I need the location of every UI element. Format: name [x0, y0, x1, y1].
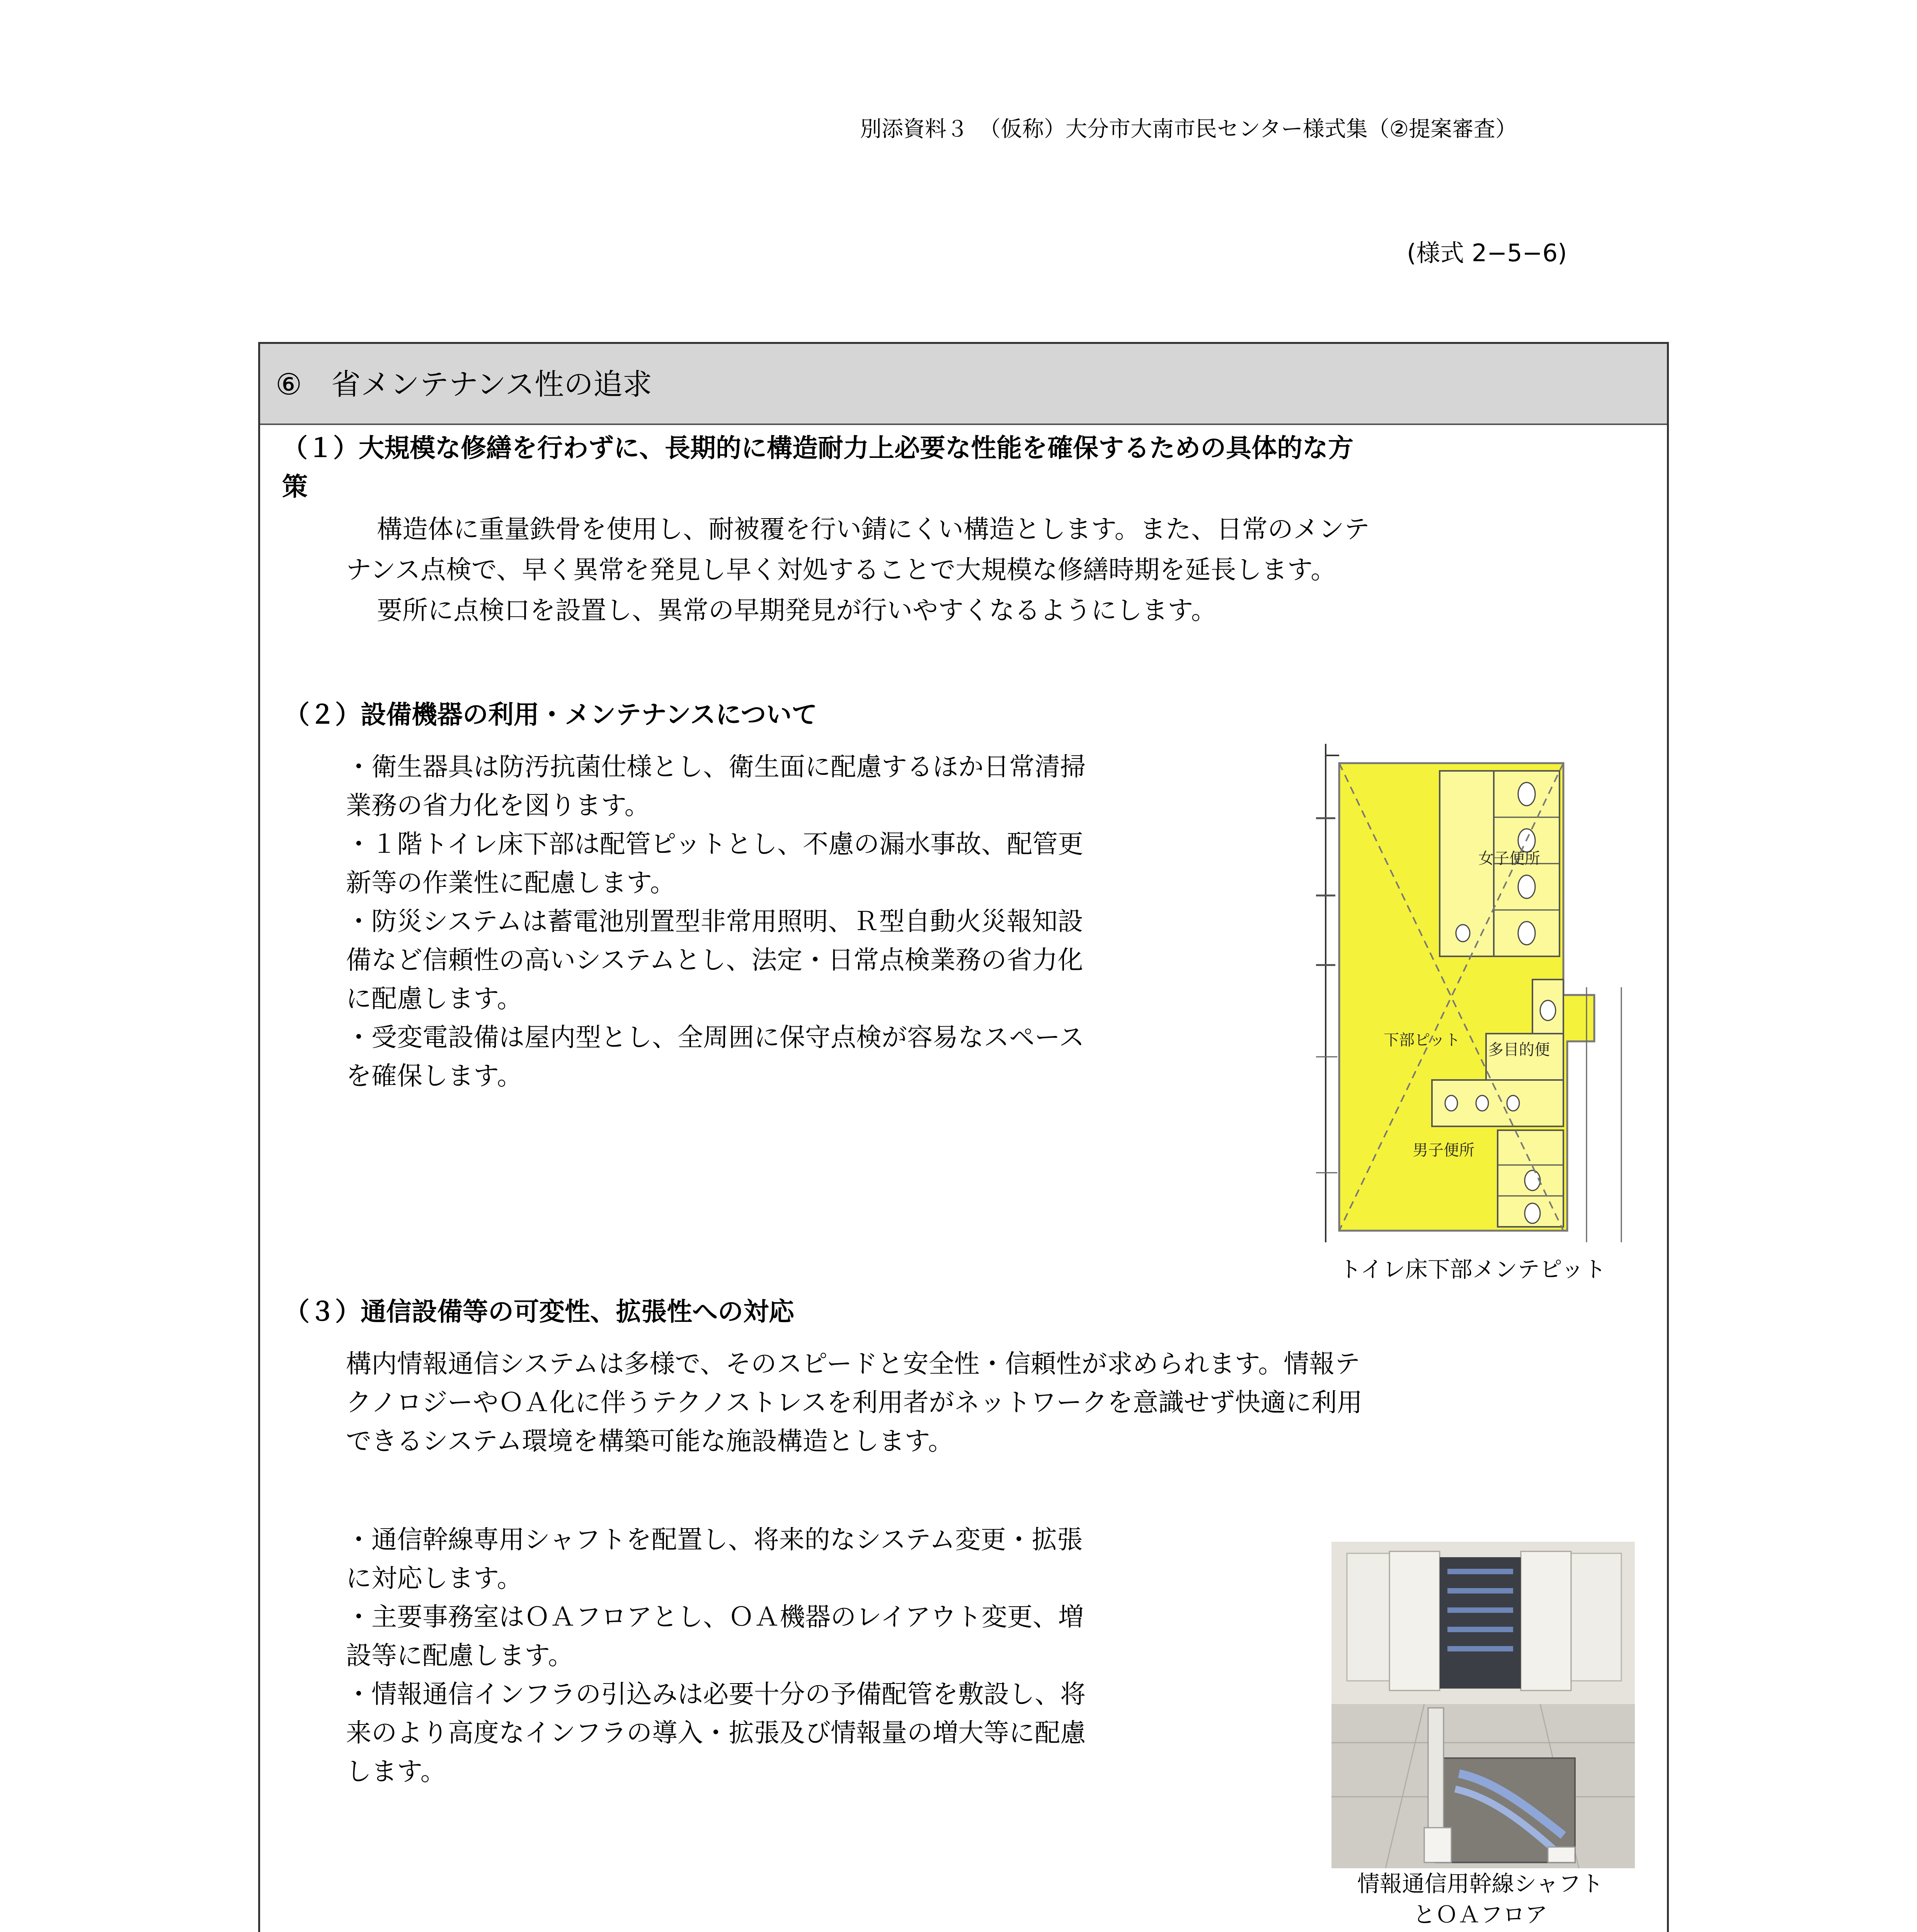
s3-bullet-line: に対応します。 — [346, 1563, 523, 1593]
s1-heading-line2: 策 — [282, 472, 308, 502]
s2-line: に配慮します。 — [346, 984, 523, 1014]
form-number: (様式 2−5−6) — [1407, 239, 1567, 267]
s3-intro-block — [346, 1345, 1362, 1461]
s3-bullet-line: します。 — [346, 1757, 446, 1786]
s1-body-line3: 要所に点検口を設置し、異常の早期発見が行いやすくなるようにします。 — [377, 595, 1217, 625]
s3-intro-line: 構内情報通信システムは多様で、そのスピードと安全性・信頼性が求められます。情報テ — [346, 1349, 1360, 1379]
s2-line: ・受変電設備は屋内型とし、全周囲に保守点検が容易なスペース — [346, 1022, 1084, 1052]
document-reference: 別添資料３ （仮称）大分市大南市民センター様式集（②提案審査） — [860, 117, 1517, 142]
s3-intro-line: できるシステム環境を構築可能な施設構造とします。 — [346, 1426, 954, 1456]
pit-label: 下部ピット — [1384, 1031, 1461, 1049]
s2-line: 業務の省力化を図ります。 — [346, 791, 650, 820]
multipurpose-restroom-label: 多目的便 — [1488, 1041, 1550, 1059]
s1-body-line2: ナンス点検で、早く異常を発見し早く対処することで大規模な修繕時期を延長します。 — [346, 555, 1336, 585]
oa-floor-illustration — [1331, 1542, 1635, 1868]
s2-text-block — [346, 748, 1086, 1095]
s3-bullet-line: 設等に配慮します。 — [346, 1641, 574, 1670]
s2-heading: （２）設備機器の利用・メンテナンスについて — [284, 700, 817, 730]
oa-floor-caption-line1: 情報通信用幹線シャフト — [1357, 1871, 1604, 1897]
s2-line: 新等の作業性に配慮します。 — [346, 868, 676, 898]
s1-body-line1: 構造体に重量鉄骨を使用し、耐被覆を行い錆にくい構造とします。また、日常のメンテ — [377, 514, 1370, 544]
s2-line: ・衛生器具は防汚抗菌仕様とし、衛生面に配慮するほか日常清掃 — [346, 752, 1086, 782]
section-title: ⑥ 省メンテナンス性の追求 — [276, 367, 652, 401]
s3-bullet-line: ・通信幹線専用シャフトを配置し、将来的なシステム変更・拡張 — [346, 1525, 1083, 1554]
toilet-pit-caption: トイレ床下部メンテピット — [1339, 1256, 1606, 1282]
s2-line: ・防災システムは蓄電池別置型非常用照明、Ｒ型自動火災報知設 — [346, 906, 1083, 936]
oa-floor-caption-line2: とＯＡフロア — [1413, 1901, 1548, 1928]
s2-line: を確保します。 — [346, 1061, 523, 1091]
s2-line: 備など信頼性の高いシステムとし、法定・日常点検業務の省力化 — [346, 945, 1083, 975]
s3-intro-line: クノロジーやＯＡ化に伴うテクノストレスを利用者がネットワークを意識せず快適に利用 — [346, 1388, 1363, 1417]
s3-bullet-block — [346, 1520, 1086, 1791]
s3-bullet-line: 来のより高度なインフラの導入・拡張及び情報量の増大等に配慮 — [346, 1718, 1086, 1748]
s2-line: ・１階トイレ床下部は配管ピットとし、不慮の漏水事故、配管更 — [346, 829, 1084, 859]
s3-bullet-line: ・主要事務室はＯＡフロアとし、ＯＡ機器のレイアウト変更、増 — [346, 1602, 1084, 1632]
toilet-pit-floor-plan — [1316, 740, 1635, 1250]
s3-bullet-line: ・情報通信インフラの引込みは必要十分の予備配管を敷設し、将 — [346, 1679, 1086, 1709]
oa-floor-photo — [1331, 1542, 1635, 1868]
s1-heading-line1: （１）大規模な修繕を行わずに、長期的に構造耐力上必要な性能を確保するための具体的な方 — [282, 433, 1353, 463]
toilet-plan-drawing — [1316, 740, 1635, 1250]
female-restroom-label: 女子便所 — [1478, 850, 1540, 867]
section-title-bar — [260, 344, 1667, 425]
male-restroom-label: 男子便所 — [1413, 1141, 1474, 1159]
s3-heading: （３）通信設備等の可変性、拡張性への対応 — [284, 1297, 794, 1327]
